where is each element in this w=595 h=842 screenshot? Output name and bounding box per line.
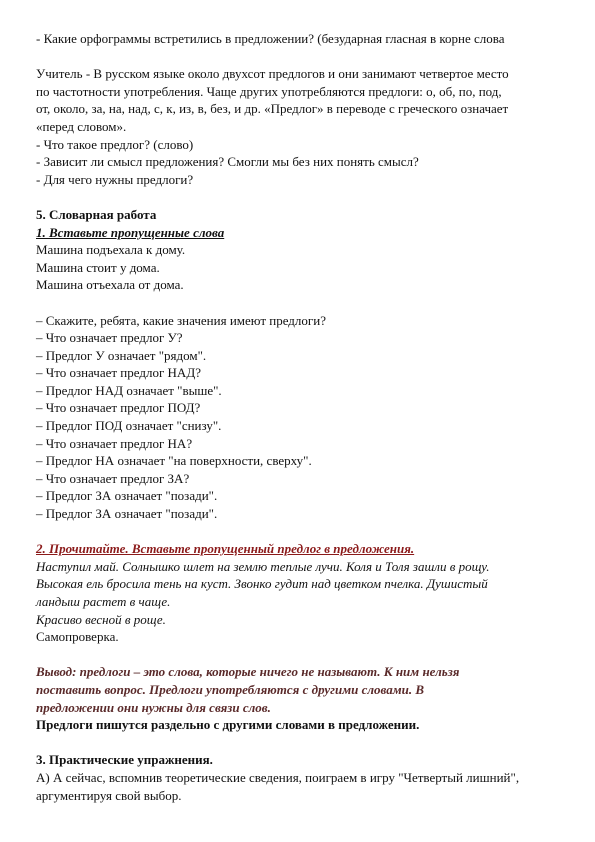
exercise-text-line: ландыш растет в чаще. (36, 594, 171, 609)
dialog-line: – Что означает предлог НАД? (36, 365, 201, 381)
section-heading: 3. Практические упражнения. (36, 752, 213, 768)
conclusion-line: поставить вопрос. Предлоги употребляются с другими словами. В (36, 681, 425, 697)
dialog-line: – Предлог ПОД означает "снизу". (36, 418, 222, 434)
document-page (36, 30, 576, 804)
question-line: - Для чего нужны предлоги? (36, 171, 194, 187)
question-line: - Зависит ли смысл предложения? Смогли мы без них понять смысл? (36, 154, 419, 170)
exercise-intro-line: аргументируя свой выбор. (36, 787, 182, 803)
dialog-line: – Предлог ЗА означает "позади". (36, 488, 218, 504)
task-heading: 2. Прочитайте. Вставьте пропущенный предлог в предложения. (36, 541, 415, 557)
question-orthograms: - Какие орфограммы встретились в предложении? (безударная гласная в корне слова (36, 31, 505, 46)
dialog-line: – Скажите, ребята, какие значения имеют предлоги? (36, 312, 326, 328)
example-sentence: Машина стоит у дома. (36, 259, 160, 275)
teacher-text-line: от, около, за, на, над, с, к, из, в, без, и др. «Предлог» в переводе с греческого означает (36, 101, 509, 117)
teacher-text-line: Учитель - В русском языке около двухсот предлогов и они занимают четвертое место (36, 66, 509, 82)
conclusion-line: Вывод: предлоги – это слова, которые ничего не называют. К ним нельзя (36, 664, 460, 680)
teacher-text-line: по частотности употребления. Чаще других употребляются предлоги: о, об, по, под, (36, 83, 502, 99)
rule-line: Предлоги пишутся раздельно с другими словами в предложении. (36, 717, 420, 733)
example-sentence: Машина отъехала от дома. (36, 277, 184, 293)
dialog-line: – Что означает предлог ПОД? (36, 400, 201, 416)
dialog-line: – Что означает предлог ЗА? (36, 470, 190, 486)
dialog-line: – Что означает предлог У? (36, 330, 183, 346)
exercise-text-line: Наступил май. Солнышко шлет на землю теплые лучи. Коля и Толя зашли в рощу. (36, 558, 490, 574)
question-line: - Что такое предлог? (слово) (36, 136, 194, 152)
exercise-intro-line: А) А сейчас, вспомнив теоретические сведения, поиграем в игру "Четвертый лишний", (36, 769, 520, 785)
dialog-line: – Предлог НА означает "на поверхности, сверху". (36, 453, 312, 469)
task-heading: 1. Вставьте пропущенные слова (36, 224, 225, 240)
teacher-text-line: «перед словом». (36, 118, 127, 134)
dialog-line: – Предлог НАД означает "выше". (36, 382, 222, 398)
dialog-line: – Что означает предлог НА? (36, 435, 193, 451)
dialog-line: – Предлог ЗА означает "позади". (36, 506, 218, 522)
selfcheck-label: Самопроверка. (36, 629, 119, 645)
exercise-text-line: Высокая ель бросила тень на куст. Звонко гудит над цветком пчелка. Душистый (36, 576, 488, 592)
dialog-line: – Предлог У означает "рядом". (36, 347, 207, 363)
conclusion-line: предложении они нужны для связи слов. (36, 699, 271, 715)
example-sentence: Машина подъехала к дому. (36, 242, 186, 258)
exercise-text-line: Красиво весной в роще. (36, 611, 166, 627)
section-heading: 5. Словарная работа (36, 206, 157, 222)
